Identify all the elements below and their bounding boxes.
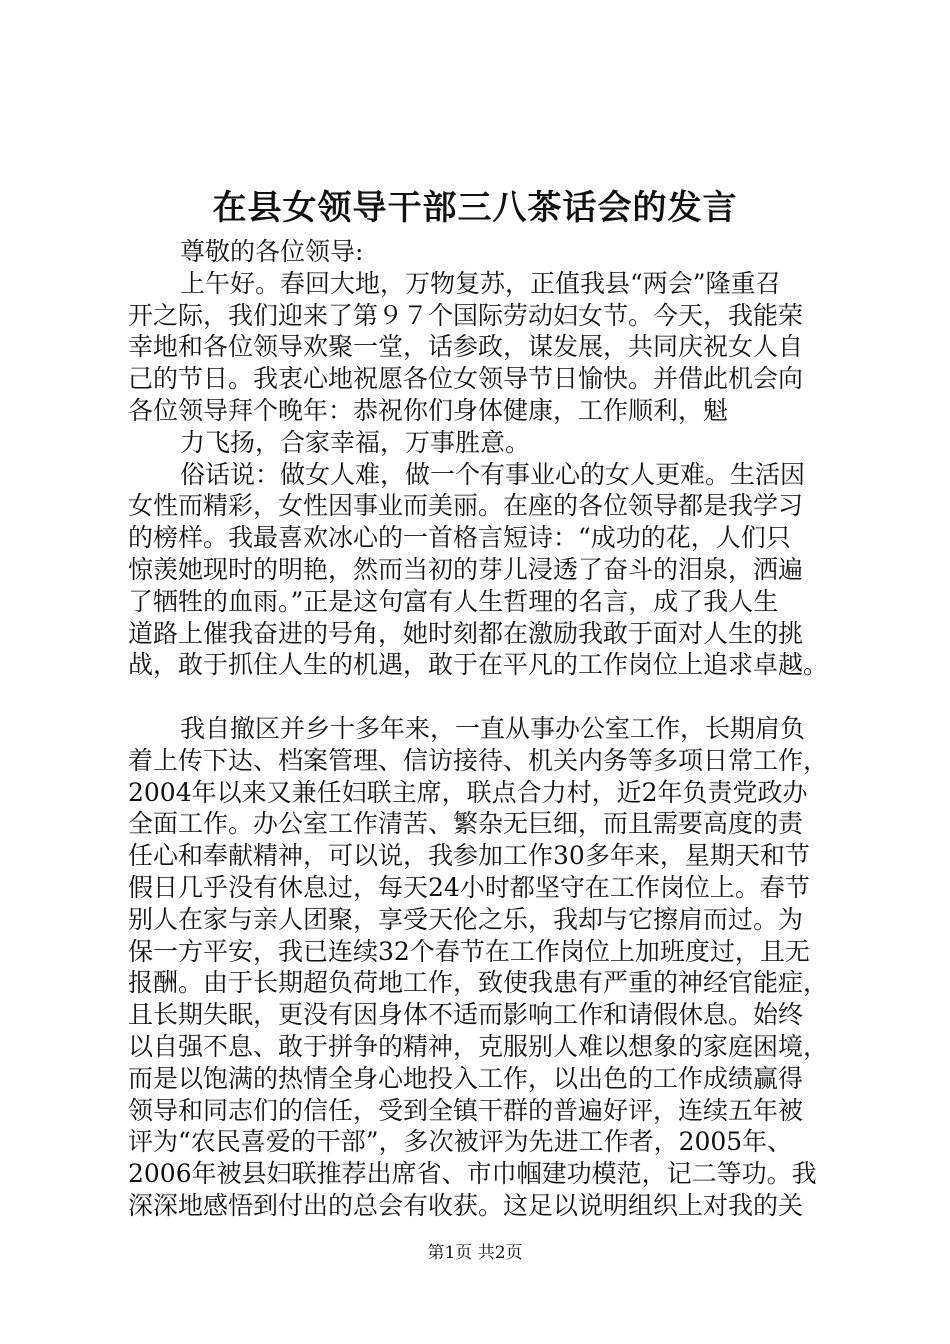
paragraph-line: 领导和同志们的信任，受到全镇干群的普遍好评，连续五年被 (128, 1095, 804, 1125)
paragraph-line: 保一方平安，我已连续32个春节在工作岗位上加班度过，且无 (128, 936, 810, 966)
paragraph-line: 深深地感悟到付出的总会有收获。这足以说明组织上对我的关 (128, 1190, 804, 1220)
document-title: 在县女领导干部三八茶话会的发言 (212, 188, 738, 228)
paragraph-line: 己的节日。我衷心地祝愿各位女领导节日愉快。并借此机会向 (128, 364, 804, 394)
document-body (128, 236, 856, 1222)
paragraph-line: 任心和奉献精神，可以说，我参加工作30多年来，星期天和节 (128, 841, 810, 871)
paragraph-line: 且长期失眠，更没有因身体不适而影响工作和请假休息。始终 (128, 1000, 804, 1030)
paragraph-line: 各位领导拜个晚年：恭祝你们身体健康，工作顺利，魁 (128, 395, 729, 425)
paragraph-line: 2006年被县妇联推荐出席省、市巾帼建功模范，记二等功。我 (128, 1159, 817, 1189)
paragraph-line: 女性而精彩，女性因事业而美丽。在座的各位领导都是我学习 (128, 491, 804, 521)
paragraph-line: 的榜样。我最喜欢冰心的一首格言短诗：“成功的花，人们只 (128, 523, 791, 553)
paragraph-line: 了牺牲的血雨。”正是这句富有人生哲理的名言，成了我人生 (128, 586, 779, 616)
paragraph-line: 报酬。由于长期超负荷地工作，致使我患有严重的神经官能症， (128, 968, 829, 998)
paragraph-line: 幸地和各位领导欢聚一堂，话参政，谋发展，共同庆祝女人自 (128, 332, 804, 362)
paragraph-line: 惊羡她现时的明艳，然而当初的芽儿浸透了奋斗的泪泉，洒遍 (128, 554, 804, 584)
blank-line (128, 681, 856, 713)
paragraph-first-line: 力飞扬，合家幸福，万事胜意。 (180, 427, 531, 457)
paragraph-line: 全面工作。办公室工作清苦、繁杂无巨细，而且需要高度的责 (128, 809, 804, 839)
paragraph-line: 道路上催我奋进的号角，她时刻都在激励我敢于面对人生的挑 (128, 618, 804, 648)
paragraph-line: 开之际，我们迎来了第９７个国际劳动妇女节。今天，我能荣 (128, 300, 804, 330)
paragraph-first-line: 俗话说：做女人难，做一个有事业心的女人更难。生活因 (180, 459, 806, 489)
paragraph-line: 别人在家与亲人团聚，享受天伦之乐，我却与它擦肩而过。为 (128, 904, 804, 934)
paragraph-line: 以自强不息、敢于拼争的精神，克服别人难以想象的家庭困境， (128, 1031, 829, 1061)
paragraph-line: 着上传下达、档案管理、信访接待、机关内务等多项日常工作， (128, 745, 829, 775)
paragraph-line: 假日几乎没有休息过，每天24小时都坚守在工作岗位上。春节 (128, 872, 810, 902)
paragraph-line: 而是以饱满的热情全身心地投入工作，以出色的工作成绩赢得 (128, 1063, 804, 1093)
paragraph-line: 2004年以来又兼任妇联主席，联点合力村，近2年负责党政办 (128, 777, 808, 807)
paragraph-first-line: 尊敬的各位领导: (180, 237, 364, 266)
paragraph-first-line: 上午好。春回大地，万物复苏，正值我县“两会”隆重召 (180, 268, 781, 298)
paragraph-line: 战，敢于抓住人生的机遇，敢于在平凡的工作岗位上追求卓越。 (128, 650, 829, 680)
page-number-footer: 第1页 共2页 (427, 1243, 523, 1263)
paragraph-line: 评为“农民喜爱的干部”，多次被评为先进工作者，2005年、 (128, 1127, 793, 1157)
paragraph-first-line: 我自撤区并乡十多年来，一直从事办公室工作，长期肩负 (180, 713, 806, 743)
